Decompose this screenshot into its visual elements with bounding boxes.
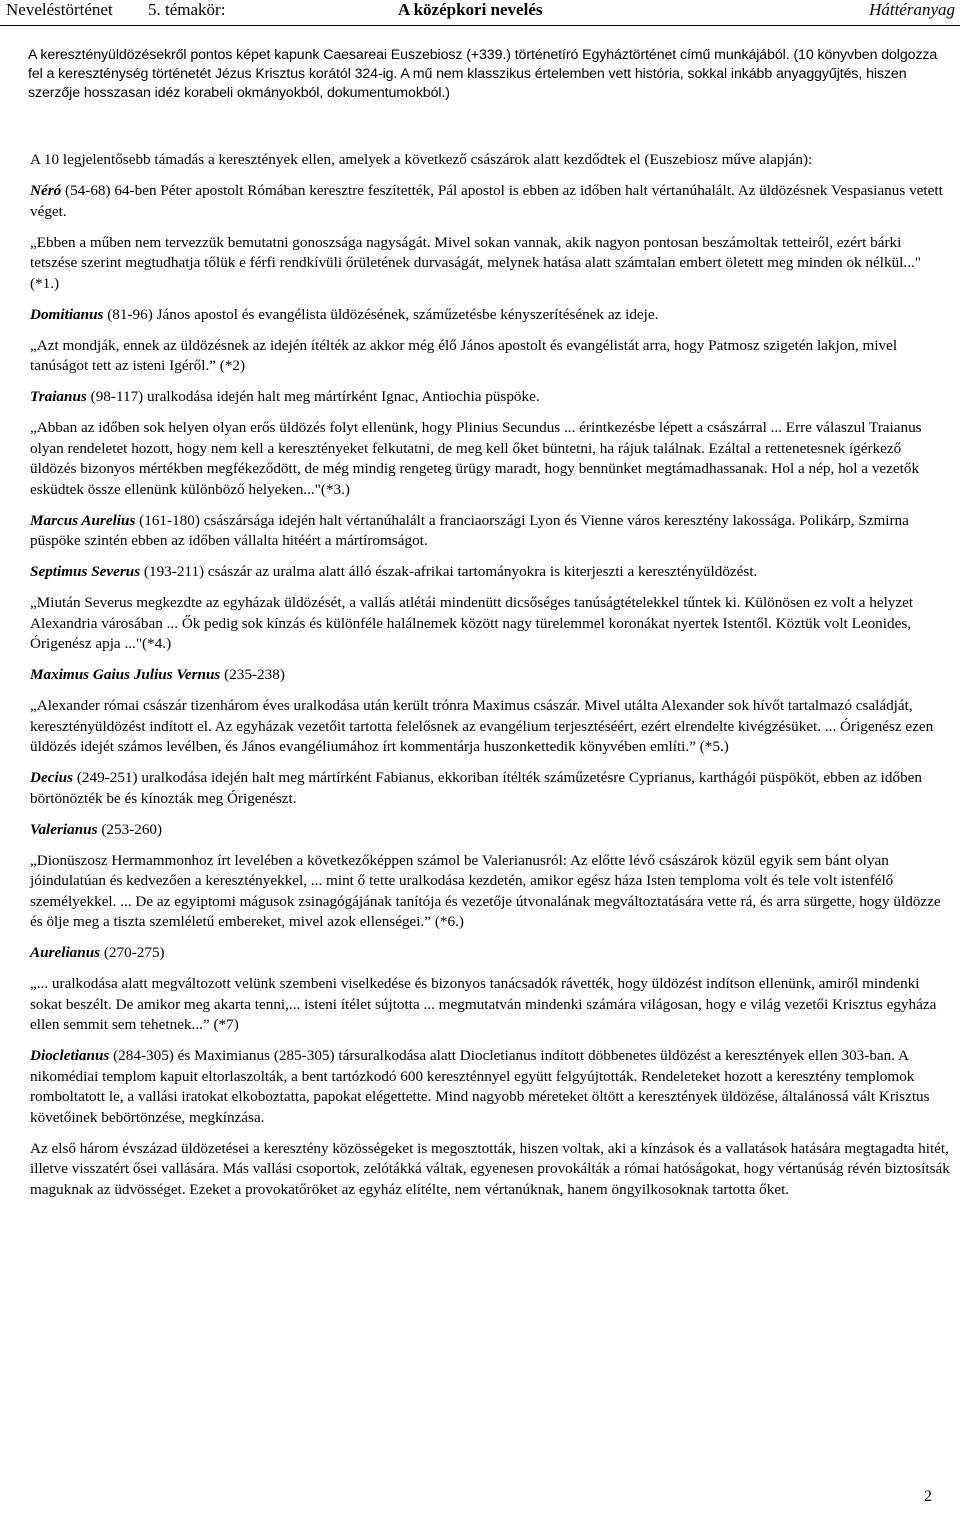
section-quote: „Ebben a műben nem tervezzük bemutatni gonoszsága nagyságát. Mivel sokan vannak, akik nagyon pontosan beszámoltak tetteiről, ezért bárki tetszése szerint megtudhatja tőlük e férfi rendkívüli őrületének durvaságát, melynek hatása alatt számtalan embert öletett meg minden ok nélkül..." (*1.) xyxy=(30,233,921,292)
section-paragraph xyxy=(30,562,950,583)
section-text: (81-96) János apostol és evangélista üldözésének, száműzetésbe kényszerítésének az ideje. xyxy=(103,305,659,323)
section-quote: „Azt mondják, ennek az üldözésnek az idején ítélték az akkor még élő János apostolt és evangélistát arra, hogy Patmosz szigetén lakjon, mivel tanúságot tett az isteni Igéről.” (*2) xyxy=(30,336,898,374)
section-quote: „Miután Severus megkezdte az egyházak üldözését, a vallás atlétái mindenütt dicsőséges tanúságtételekkel tűntek ki. Különösen ez volt a helyzet Alexandria városában ... Ők pedig sok kínzás és különféle halálnemek között nagy türelemmel koronákat nyertek Istentől. Köztük volt Leonides, Órigenész apja ..."(*4.) xyxy=(30,594,914,652)
main-content xyxy=(30,150,950,1211)
emperor-name: Maximus Gaius Julius Vernus xyxy=(30,666,221,683)
section-quote: „... uralkodása alatt megváltozott velünk szembeni viselkedése és bizonyos tanácsadók rávették, hogy üldözést indítson ellenünk, amiről mindenki sokat beszélt. De amikor meg akarta tenni,... isteni ítélet sújtotta ... megmutatván mindenki számára világosan, hogy e világ vezetői Krisztus egyháza ellen semmit sem tehetnek...” (*7) xyxy=(30,975,937,1033)
section-text: (235-238) xyxy=(220,666,285,683)
section-text: (249-251) uralkodása idején halt meg mártírként Fabianus, ekkoriban ítélték száműzetésre Cyprianus, karthágói püspököt, ebben az időben börtönözték be és kínozták meg Órigenészt. xyxy=(30,769,923,807)
emperor-name: Valerianus xyxy=(30,820,98,838)
section-quote: „Dionüszosz Hermammonhoz írt levelében a következőképpen számol be Valerianusról: Az előtte lévő császárok közül egyik sem bánt olyan jóindulatúan és kedvezően a keresztényekkel, ... mint ő tette uralkodása kezdetén, amikor egész háza Isten temploma volt és tele volt istenfélő személyekkel. ... De az egyiptomi mágusok zsinagógájának tanítója és vezetője útvonalának megváltoztatására vette rá, és arra sürgette, hogy üldözze és ölje meg a tiszta szemléletű embereket, mivel azok ellenségei.” (*6.) xyxy=(30,851,941,930)
section-text: (54-68) 64-ben Péter apostolt Rómában keresztre feszítették, Pál apostol is ebben az időben halt vértanúhalált. Az üldözésnek Vespasianus vetett véget. xyxy=(30,182,943,220)
section-text: (193-211) császár az uralma alatt álló észak-afrikai tartományokra is kiterjeszti a keresztényüldözést. xyxy=(140,563,758,580)
lead-paragraph: A 10 legjelentősebb támadás a keresztények ellen, amelyek a következő császárok alatt kezdődtek el (Euszebiosz műve alapján): xyxy=(30,151,813,168)
section-text: (161-180) császársága idején halt vértanúhalált a franciaországi Lyon és Vienne város keresztény lakossága. Polikárp, Szmirna püspöke szintén ebben az időben vállalta hitéért a mártíromságot. xyxy=(30,511,909,549)
section-quote: „Alexander római császár tizenhárom éves uralkodása után került trónra Maximus császár. Mivel utálta Alexander sok hívőt tartalmazó családját, keresztényüldözést indított el. Az egyházak vezetőit tartotta felelősnek az evangélium terjesztéséért, ezért elrendelte kivégzésüket. ... Órigenész ezen üldözés idejét számos levélben, és János evangéliumához írt kommentárja huszonkettedik könyvében említi.” (*5.) xyxy=(30,697,934,755)
section-quote: „Abban az időben sok helyen olyan erős üldözés folyt ellenünk, hogy Plinius Secundus ... érintkezésbe lépett a császárral ... Erre válaszul Traianus olyan rendeletet hozott, hogy nem kell a keresztényeket felkutatni, de meg kell őket büntetni, ha rájuk találnak. Ezáltal a rettenetesnek ígérkező üldözés bizonyos mértékben megfékeződött, de még mindig rengeteg ürügy maradt, hogy bennünket megtámadhassanak. Hol a nép, hol a vezetők esküdtek össze ellenünk különböző helyeken..."(*3.) xyxy=(30,419,922,498)
section-paragraph xyxy=(30,943,950,964)
section-paragraph xyxy=(30,820,950,841)
emperor-name: Marcus Aurelius xyxy=(30,511,136,529)
section-paragraph xyxy=(30,387,950,408)
emperor-name: Diocletianus xyxy=(30,1047,110,1064)
header-topic: 5. témakör: xyxy=(148,0,226,19)
section-paragraph xyxy=(30,181,950,222)
section-text: (253-260) xyxy=(97,820,163,838)
section-paragraph xyxy=(30,665,950,686)
emperor-name: Decius xyxy=(30,769,74,786)
section-paragraph xyxy=(30,305,950,326)
emperor-name: Néró xyxy=(30,182,62,199)
section-paragraph xyxy=(30,1046,950,1128)
section-text: (270-275) xyxy=(100,944,165,961)
section-text: (284-305) és Maximianus (285-305) társuralkodása alatt Diocletianus indított döbbenetes üldözést a keresztények ellen 303-ban. A nikomédiai templom kapuit eltorlaszolták, a bent tartózkodó 600 kereszténnyel együtt felgyújtották. Rendeleteket hozott a keresztény templomok romboltatott le, a vallási iratokat elkoboztatta, papokat elégettette. Mind nagyobb méreteket öltött a keresztények üldözése, általánossá vált Krisztus követőinek bebörtönzése, megkínzása. xyxy=(30,1047,930,1126)
emperor-name: Domitianus xyxy=(30,305,104,323)
header-background-label: Háttéranyag xyxy=(869,0,955,19)
section-text: (98-117) uralkodása idején halt meg mártírként Ignac, Antiochia püspöke. xyxy=(86,388,540,405)
section-paragraph xyxy=(30,511,950,552)
header-divider xyxy=(0,25,960,26)
closing-paragraph: Az első három évszázad üldözetései a keresztény közösségeket is megosztották, hiszen voltak, aki a kínzások és a vallatások hatására megtagadta hitét, illetve visszatért ősei vallására. Más vallási csoportok, zelótákká váltak, egyenesen provokálták a római hatóságokat, hogy vértanúság révén biztosítsák maguknak az üdvösséget. Ezeket a provokatőröket az egyház elítélte, nem vértanúknak, hanem öngyilkosoknak tartotta őket. xyxy=(30,1139,950,1198)
sections-list xyxy=(30,181,950,1128)
emperor-name: Septimus Severus xyxy=(30,563,141,580)
emperor-name: Aurelianus xyxy=(30,944,101,961)
section-paragraph xyxy=(30,768,950,809)
intro-paragraph: A keresztényüldözésekről pontos képet kapunk Caesareai Euszebiosz (+339.) történetíró Egyháztörténet című munkájából. (10 könyvben dolgozza fel a kereszténység történetét Jézus Krisztus korától 324-ig. A mű nem klasszikus értelemben vett história, sokkal inkább anyaggyűjtés, hiszen szerzője hosszasan idéz korabeli okmányokból, dokumentumokból.) xyxy=(28,47,938,101)
header-title: A középkori nevelés xyxy=(398,0,543,19)
page-number: 2 xyxy=(924,1488,932,1505)
emperor-name: Traianus xyxy=(30,388,87,405)
header-subject: Neveléstörténet xyxy=(6,0,113,19)
